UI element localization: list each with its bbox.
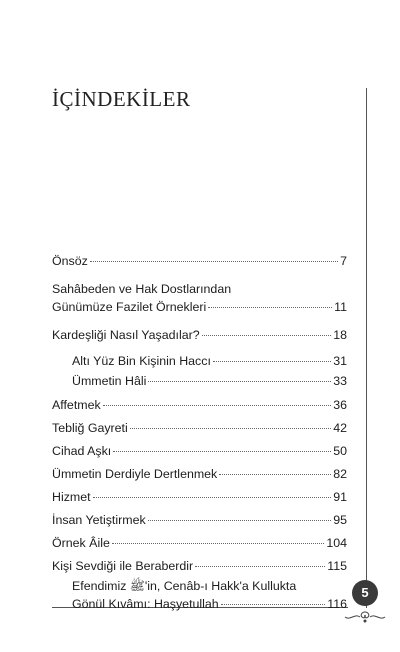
- toc-line: [72, 577, 347, 595]
- toc-line: [52, 511, 347, 529]
- dot-leader: [148, 520, 332, 521]
- toc-entry-title: Cihad Aşkı: [52, 444, 112, 458]
- toc-line: [52, 326, 347, 344]
- toc-entry: [52, 511, 347, 529]
- dot-leader: [195, 566, 325, 567]
- toc-entry-title: Önsöz: [52, 254, 88, 268]
- toc-entry: [52, 419, 347, 437]
- toc-entry-title: Hizmet: [52, 490, 91, 504]
- dot-leader: [219, 474, 331, 475]
- toc-line: [52, 396, 347, 414]
- toc-page-number: 18: [333, 328, 347, 342]
- toc-entry: [52, 352, 347, 370]
- toc-line: [72, 595, 347, 613]
- page-number-badge: 5: [352, 580, 378, 606]
- toc-page-number: 31: [333, 354, 347, 368]
- ornament-icon: [342, 609, 388, 625]
- dot-leader: [113, 451, 331, 452]
- toc-page-number: 95: [333, 513, 347, 527]
- toc-page-number: 33: [333, 374, 347, 388]
- toc-entry: [52, 252, 347, 270]
- dot-leader: [202, 335, 332, 336]
- toc-entry-title: Sahâbeden ve Hak Dostlarından: [52, 282, 232, 296]
- toc-entry: [52, 488, 347, 506]
- toc-entry-title: Günümüze Fazilet Örnekleri: [52, 300, 207, 314]
- toc-entry: [52, 326, 347, 344]
- toc-line: [52, 442, 347, 460]
- toc-entry-title: Gönül Kıvâmı: Haşyetullah: [72, 597, 219, 611]
- toc-line: [52, 252, 347, 270]
- toc-line: [52, 419, 347, 437]
- toc-entry-title: İnsan Yetiştirmek: [52, 513, 146, 527]
- dot-leader: [90, 261, 338, 262]
- toc-entry-title: Örnek Âile: [52, 536, 110, 550]
- toc-line: [52, 534, 347, 552]
- toc-entry-title: Affetmek: [52, 398, 101, 412]
- toc-line: [52, 488, 347, 506]
- toc-line: [52, 465, 347, 483]
- dot-leader: [221, 604, 326, 605]
- dot-leader: [148, 381, 331, 382]
- toc-entry-title: Tebliğ Gayreti: [52, 421, 128, 435]
- toc-page-number: 82: [333, 467, 347, 481]
- toc-line: [72, 352, 347, 370]
- toc-entry: [52, 372, 347, 390]
- toc-entry: [52, 442, 347, 460]
- dot-leader: [112, 543, 324, 544]
- dot-leader: [93, 497, 332, 498]
- toc-page-number: 104: [326, 536, 347, 550]
- toc-page-number: 116: [327, 597, 347, 611]
- toc-line: [52, 280, 347, 298]
- vertical-rule: [366, 88, 367, 608]
- dot-leader: [213, 361, 331, 362]
- toc-entry-title: Altı Yüz Bin Kişinin Haccı: [72, 354, 211, 368]
- toc-line: [52, 557, 347, 575]
- toc-page-number: 42: [333, 421, 347, 435]
- toc-entry-title: Kişi Sevdiği ile Beraberdir: [52, 559, 194, 573]
- dot-leader: [103, 405, 332, 406]
- toc-entry-title: Ümmetin Derdiyle Dertlenmek: [52, 467, 218, 481]
- toc-page-number: 50: [333, 444, 347, 458]
- dot-leader: [130, 428, 331, 429]
- toc-entry-title: Ümmetin Hâli: [72, 374, 147, 388]
- toc-entry: [52, 577, 347, 613]
- toc-entry: [52, 396, 347, 414]
- toc-line: [52, 298, 347, 316]
- toc-entry-title: Efendimiz ﷺ'in, Cenâb-ı Hakk'a Kullukta: [72, 579, 297, 593]
- toc-entry: [52, 557, 347, 575]
- toc-entry: [52, 465, 347, 483]
- toc-page-number: 91: [333, 490, 347, 504]
- toc-page-number: 36: [333, 398, 347, 412]
- page-title: İÇİNDEKİLER: [52, 87, 191, 111]
- dot-leader: [208, 307, 332, 308]
- toc-entry: [52, 534, 347, 552]
- toc-line: [72, 372, 347, 390]
- toc-page-number: 7: [340, 254, 347, 268]
- toc-entry-title: Kardeşliği Nasıl Yaşadılar?: [52, 328, 200, 342]
- toc-page-number: 11: [334, 300, 347, 314]
- toc-entry: [52, 280, 347, 316]
- toc-page-number: 115: [327, 559, 347, 573]
- table-of-contents: [52, 252, 347, 613]
